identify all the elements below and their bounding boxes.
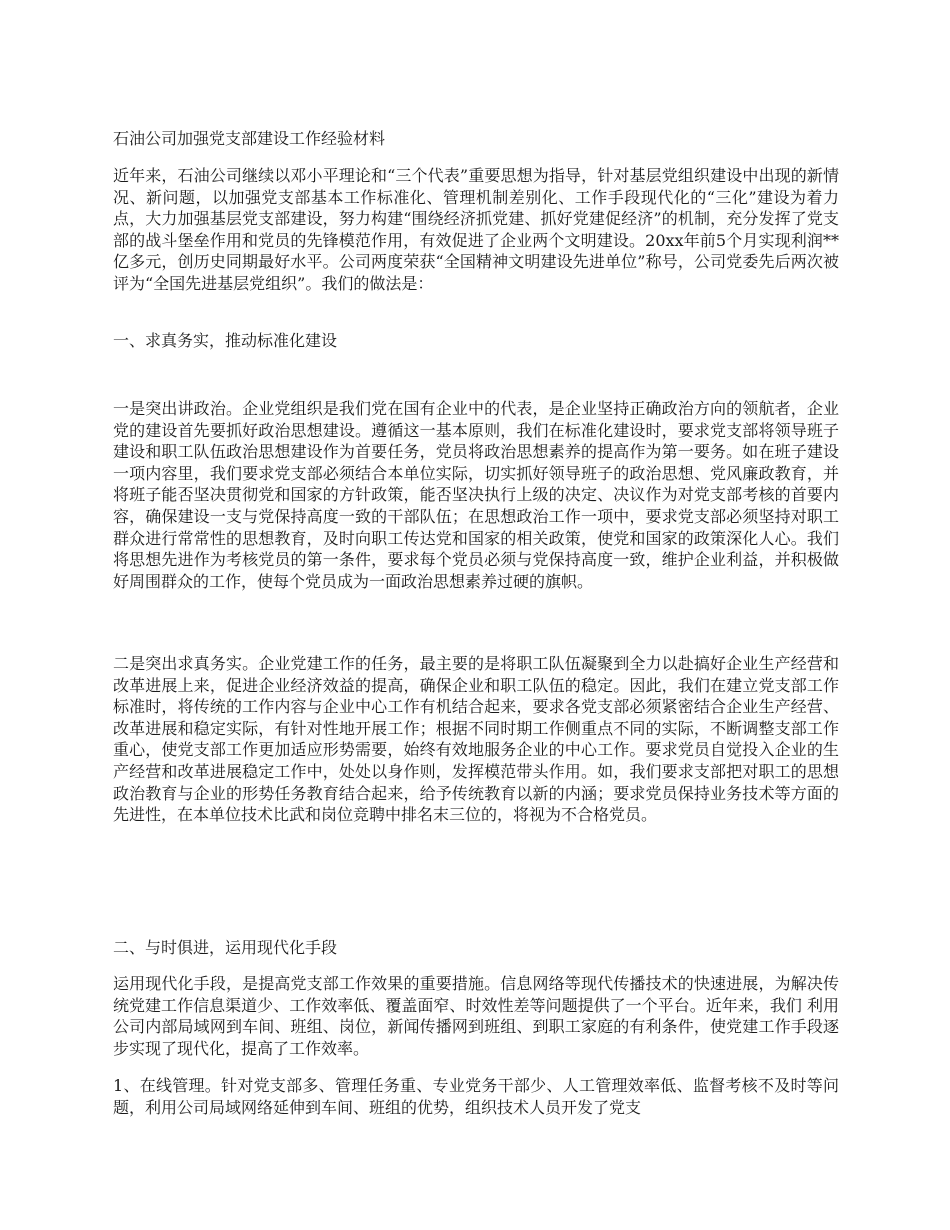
section-1-heading: 一、求真务实，推动标准化建设 bbox=[113, 331, 338, 350]
section-2-paragraph-modern-means: 运用现代化手段，是提高党支部工作效果的重要措施。信息网络等现代传播技术的快速进展，为解决传统党建工作信息渠道少、工作效率低、覆盖面窄、时效性差等问题提供了一个平台。近年来，我们 利用公司内部局域网到车间、班组、岗位，新闻传播网到班组、到职工家庭的有利条件，使党建工作手段逐步实现了现代化，提高了工作效率。 bbox=[113, 974, 839, 1058]
section-2-heading: 二、与时俱进，运用现代化手段 bbox=[113, 938, 338, 957]
section-2-paragraph-online-management: 1、在线管理。针对党支部多、管理任务重、专业党务干部少、人工管理效率低、监督考核不及时等问题，利用公司局域网络延伸到车间、班组的优势，组织技术人员开发了党支 bbox=[113, 1076, 839, 1117]
section-1-paragraph-pragmatism: 二是突出求真务实。企业党建工作的任务，最主要的是将职工队伍凝聚到全力以赴搞好企业生产经营和改革进展上来，促进企业经济效益的提高，确保企业和职工队伍的稳定。因此，我们在建立党支部工作标准时，将传统的工作内容与企业中心工作有机结合起来，要求各党支部必须紧密结合企业生产经营、改革进展和稳定实际，有针对性地开展工作；根据不同时期工作侧重点不同的实际，不断调整支部工作重心，使党支部工作更加适应形势需要，始终有效地服务企业的中心工作。要求党员自觉投入企业的生产经营和改革进展稳定工作中，处处以身作则，发挥模范带头作用。如，我们要求支部把对职工的思想政治教育与企业的形势任务教育结合起来，给予传统教育以新的内涵；要求党员保持业务技术等方面的先进性，在本单位技术比武和岗位竞聘中排名末三位的，将视为不合格党员。 bbox=[113, 654, 839, 825]
intro-paragraph: 近年来，石油公司继续以邓小平理论和“三个代表”重要思想为指导，针对基层党组织建设中出现的新情况、新问题，以加强党支部基本工作标准化、管理机制差别化、工作手段现代化的“三化”建设为着力点，大力加强基层党支部建设，努力构建“围绕经济抓党建、抓好党建促经济”的机制，充分发挥了党支部的战斗堡垒作用和党员的先锋模范作用，有效促进了企业两个文明建设。20xx年前5个月实现利润**亿多元，创历史同期最好水平。公司两度荣获“全国精神文明建设先进单位”称号，公司党委先后两次被评为“全国先进基层党组织”。我们的做法是： bbox=[113, 166, 839, 293]
document-title: 石油公司加强党支部建设工作经验材料 bbox=[113, 129, 386, 148]
section-1-paragraph-politics: 一是突出讲政治。企业党组织是我们党在国有企业中的代表，是企业坚持正确政治方向的领航者，企业党的建设首先要抓好政治思想建设。遵循这一基本原则，我们在标准化建设时，要求党支部将领导班子建设和职工队伍政治思想建设作为首要任务，党员将政治思想素养的提高作为第一要务。如在班子建设一项内容里，我们要求党支部必须结合本单位实际，切实抓好领导班子的政治思想、党风廉政教育，并将班子能否坚决贯彻党和国家的方针政策，能否坚决执行上级的决定、决议作为对党支部考核的首要内容，确保建设一支与党保持高度一致的干部队伍；在思想政治工作一项中，要求党支部必须坚持对职工群众进行常常性的思想教育，及时向职工传达党和国家的相关政策，使党和国家的政策深化人心。我们将思想先进作为考核党员的第一条件，要求每个党员必须与党保持高度一致，维护企业利益，并积极做好周围群众的工作，使每个党员成为一面政治思想素养过硬的旗帜。 bbox=[113, 399, 839, 591]
